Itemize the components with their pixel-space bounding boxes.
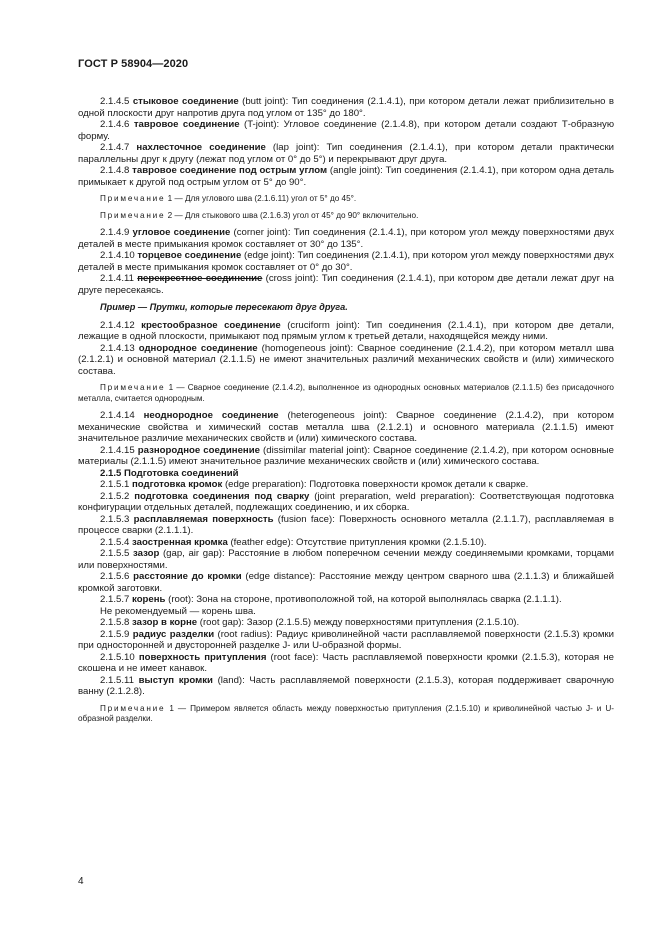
paragraph-2-1-4-10 <box>78 250 614 273</box>
definition: (joint preparation, weld preparation): Соответствующая подготовка конфигурации отдельных деталей, подлежащих соединению, и их сборка. <box>78 490 614 513</box>
definition: (land): Часть расплавляемой поверхности (2.1.5.3), которая поддерживает сварочную ванну (2.1.2.8). <box>78 674 614 697</box>
definition: (angle joint): Тип соединения (2.1.4.1), при котором одна деталь примыкает к другой под острым углом от 5° до 90°. <box>78 165 614 188</box>
definition: (heterogeneous joint): Сварное соединение (2.1.4.2), при котором механические свойства и химический состав металла шва (2.1.2.1) и основного материала (2.1.1.5) имеют значительное различие механических свойств и (или) химического состава. <box>78 410 614 444</box>
clause-number: 2.1.4.13 <box>100 342 135 354</box>
paragraph-2-1-4-11 <box>78 273 614 296</box>
definition: (root face): Часть расплавляемой поверхности кромки (2.1.5.3), которая не скошена и не имеет канавок. <box>78 651 615 674</box>
note-text: 1 — Сварное соединение (2.1.4.2), выполненное из однородных основных материалов (2.1.1.5) без присадочного металла, считается однородным. <box>78 383 614 403</box>
paragraph-2-1-5-1 <box>78 479 614 491</box>
clause-number: 2.1.5.8 <box>100 617 130 628</box>
paragraph-2-1-5-9 <box>78 629 614 652</box>
definition: (fusion face): Поверхность основного металла (2.1.1.7), расплавляемая в процессе сварки (2.1.1.1). <box>78 513 615 536</box>
term: выступ кромки <box>138 674 213 686</box>
definition: (T-joint): Угловое соединение (2.1.4.8), при котором детали создают Т-образную форму. <box>78 119 615 142</box>
note-label: Примечание <box>100 703 166 713</box>
term: подготовка кромок <box>132 479 223 490</box>
note-2-1-4-13 <box>78 383 614 404</box>
paragraph-2-1-4-9 <box>78 227 614 250</box>
clause-number: 2.1.4.8 <box>100 165 130 176</box>
section-heading-2-1-5: 2.1.5 Подготовка соединений <box>100 467 239 479</box>
definition: (edge preparation): Подготовка поверхности кромок детали к сварке. <box>222 479 529 490</box>
note-text: 1 — Для углового шва (2.1.6.11) угол от 5° до 45°. <box>165 194 357 203</box>
note-text: 2 — Для стыкового шва (2.1.6.3) угол от 45° до 90° включительно. <box>165 210 419 220</box>
definition: (root gap): Зазор (2.1.5.5) между поверхностями притупления (2.1.5.10). <box>197 617 520 628</box>
paragraph-2-1-5-10 <box>78 652 614 675</box>
term: разнородное соединение <box>137 444 260 456</box>
note-text: 1 — Примером является область между поверхностью притупления (2.1.5.10) и криволинейной частью J- и U-образной разделки. <box>78 703 614 723</box>
term: расплавляемая поверхность <box>133 513 274 525</box>
paragraph-2-1-4-8 <box>78 165 614 188</box>
note-2-1-4-8-2 <box>78 211 614 222</box>
term: тавровое соединение под острым углом <box>132 165 328 176</box>
definition: (cross joint): Тип соединения (2.1.4.1), при котором две детали лежат друг на друге пересекаясь. <box>78 273 614 296</box>
paragraph-2-1-5-6 <box>78 571 614 594</box>
document-header: ГОСТ Р 58904—2020 <box>78 58 189 70</box>
clause-number: 2.1.5.9 <box>100 628 130 640</box>
term-struck: перекрестное соединение <box>137 273 263 284</box>
clause-number: 2.1.5.7 <box>100 594 130 605</box>
clause-number: 2.1.4.9 <box>100 227 130 238</box>
term: зазор в корне <box>132 617 198 628</box>
paragraph-2-1-4-5 <box>78 96 614 119</box>
clause-number: 2.1.5.6 <box>100 571 130 582</box>
clause-number: 2.1.4.15 <box>100 444 135 456</box>
term: однородное соединение <box>138 342 258 354</box>
clause-number: 2.1.4.7 <box>100 142 130 153</box>
definition: (gap, air gap): Расстояние в любом поперечном сечении между соединяемыми кромками, торцами или поверхностями. <box>78 548 615 571</box>
term: корень <box>132 594 166 605</box>
term: зазор <box>132 548 160 559</box>
term: неоднородное соединение <box>143 410 279 421</box>
example-2-1-4-11: Пример — Прутки, которые пересекают друг друга. <box>100 302 348 312</box>
term: торцевое соединение <box>137 250 242 261</box>
clause-number: 2.1.5.1 <box>100 479 130 490</box>
term: расстояние до кромки <box>133 571 242 582</box>
note-2-1-4-8-1 <box>78 194 614 205</box>
paragraph-2-1-5-5 <box>78 548 614 571</box>
note-label: Примечание <box>100 210 166 220</box>
paragraph-2-1-4-13 <box>78 343 614 378</box>
clause-number: 2.1.5.5 <box>100 548 130 559</box>
clause-number: 2.1.5.10 <box>100 651 135 663</box>
clause-number: 2.1.4.14 <box>100 410 135 421</box>
clause-number: 2.1.5.11 <box>100 674 134 686</box>
clause-number: 2.1.5.3 <box>100 513 130 525</box>
term: стыковое соединение <box>132 96 239 107</box>
term: угловое соединение <box>132 227 231 238</box>
definition: (cruciform joint): Тип соединения (2.1.4.1), при котором две детали, лежащие в одной плоскости, примыкают под прямым углом к третьей детали, находящейся между ними. <box>78 319 615 342</box>
clause-number: 2.1.4.10 <box>100 250 135 261</box>
paragraph-2-1-5-8 <box>78 617 614 629</box>
term: нахлесточное соединение <box>136 142 266 153</box>
term: тавровое соединение <box>133 119 240 130</box>
definition: (dissimilar material joint): Сварное соединение (2.1.4.2), при котором основные материалы (2.1.1.5) имеют значительное различие механических свойств и (или) химического состава. <box>78 444 614 467</box>
term: радиус разделки <box>132 628 215 640</box>
definition: (corner joint): Тип соединения (2.1.4.1), при котором угол между поверхностями двух деталей в месте примыкания кромок составляет от 30° до 135°. <box>78 227 615 250</box>
paragraph-2-1-4-7 <box>78 142 614 165</box>
paragraph-2-1-5-11 <box>78 675 614 698</box>
clause-number: 2.1.4.5 <box>100 96 130 107</box>
clause-number: 2.1.4.6 <box>100 119 130 130</box>
term: крестообразное соединение <box>141 319 281 331</box>
definition: (homogeneous joint): Сварное соединение (2.1.4.2), при котором металл шва (2.1.2.1) и основной материал (2.1.1.5) не имеют значительных различий механических свойств и (или) химического состава. <box>78 342 614 377</box>
note-label: Примечание <box>100 194 166 203</box>
clause-number: 2.1.5.2 <box>100 490 130 502</box>
paragraph-2-1-4-15 <box>78 445 614 468</box>
page-number: 4 <box>78 876 84 887</box>
term: заостренная кромка <box>132 536 228 548</box>
definition: (root radius): Радиус криволинейной части расплавляемой поверхности (2.1.5.3) кромки при односторонней и двусторонней разделке J- или U-образной формы. <box>78 628 614 651</box>
definition: (root): Зона на стороне, противоположной той, на которой выполнялась сварка (2.1.1.1). <box>165 594 562 605</box>
definition: (lap joint): Тип соединения (2.1.4.1), при котором детали практически параллельны друг к другу (лежат под углом от 0° до 5°) и перекрывают друг друга. <box>78 142 615 165</box>
paragraph-2-1-5-7 <box>78 594 614 606</box>
term: поверхность притупления <box>138 651 267 663</box>
not-recommended-term: Не рекомендуемый — корень шва. <box>100 605 256 617</box>
paragraph-2-1-5-3 <box>78 514 614 537</box>
paragraph-2-1-5-2 <box>78 491 614 514</box>
paragraph-2-1-5-4 <box>78 537 614 549</box>
paragraph-2-1-4-14 <box>78 410 614 445</box>
clause-number: 2.1.4.12 <box>100 319 135 331</box>
clause-number: 2.1.5.4 <box>100 536 130 548</box>
definition: (edge distance): Расстояние между центром сварного шва (2.1.1.3) и ближайшей кромкой заготовки. <box>78 571 614 594</box>
note-2-1-5-11 <box>78 704 614 725</box>
note-label: Примечание <box>100 383 166 392</box>
definition: (feather edge): Отсутствие притупления кромки (2.1.5.10). <box>227 536 487 548</box>
term: подготовка соединения под сварку <box>134 490 310 502</box>
definition: (edge joint): Тип соединения (2.1.4.1), при котором угол между поверхностями двух деталей в месте примыкания кромок составляет от 0° до 30°. <box>78 250 614 273</box>
document-body <box>78 96 614 725</box>
definition: (butt joint): Тип соединения (2.1.4.1), при котором детали лежат приблизительно в одной плоскости друг напротив друга под углом от 135° до 180°. <box>78 96 615 119</box>
paragraph-2-1-4-12 <box>78 320 614 343</box>
paragraph-2-1-4-6 <box>78 119 614 142</box>
clause-number: 2.1.4.11 <box>100 273 134 284</box>
